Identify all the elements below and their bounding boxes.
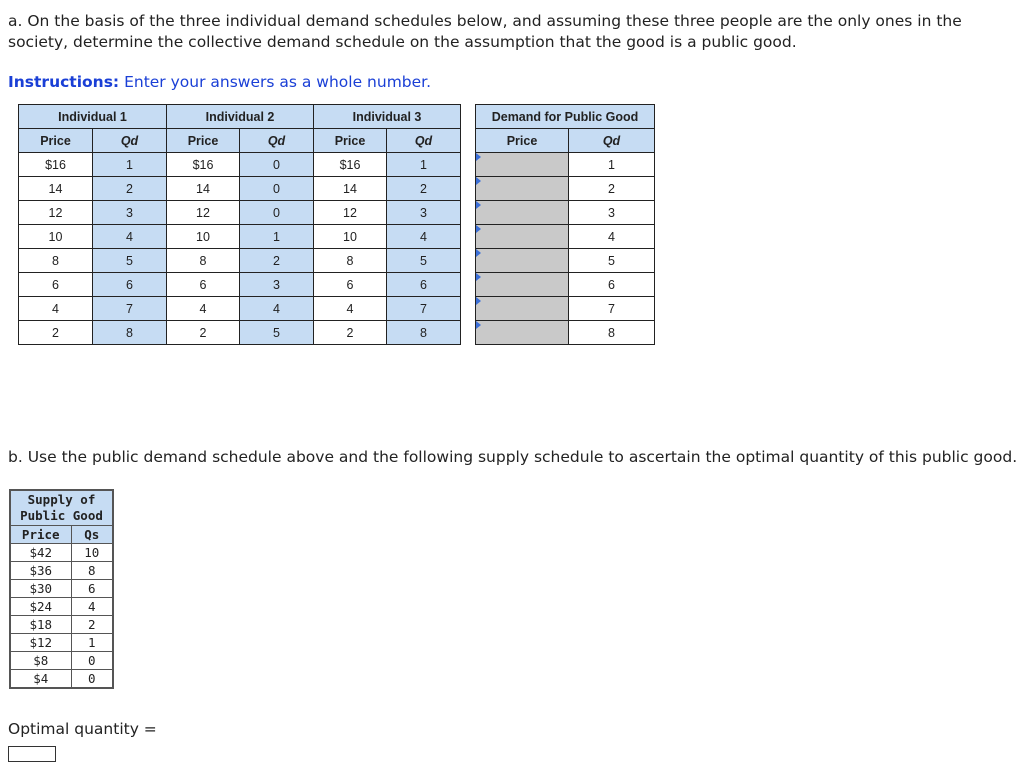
price-cell: 8 [19, 249, 93, 273]
table-row [167, 177, 314, 201]
price-cell: $8 [10, 652, 71, 670]
table-title: Demand for Public Good [476, 105, 655, 129]
qd-cell: 6 [387, 273, 461, 297]
qd-header: Qd [569, 129, 655, 153]
qd-cell: 7 [387, 297, 461, 321]
table-row [19, 153, 167, 177]
individual-1-table [18, 104, 167, 345]
price-cell: 14 [167, 177, 240, 201]
table-title: Individual 3 [314, 105, 461, 129]
price-header: Price [167, 129, 240, 153]
price-cell: 2 [167, 321, 240, 345]
price-cell: $4 [10, 670, 71, 689]
table-row [19, 273, 167, 297]
price-cell: 10 [167, 225, 240, 249]
qs-cell: 0 [71, 670, 113, 689]
input-marker-icon [476, 321, 481, 329]
table-row [19, 321, 167, 345]
price-cell: 8 [167, 249, 240, 273]
input-marker-icon [476, 297, 481, 305]
public-demand-table [475, 104, 655, 345]
qd-cell: 7 [93, 297, 167, 321]
table-row [167, 153, 314, 177]
price-input[interactable] [476, 201, 569, 225]
individual-3-table [313, 104, 461, 345]
price-cell: 2 [314, 321, 387, 345]
optimal-quantity-label: Optimal quantity = [8, 720, 157, 738]
price-cell: 6 [167, 273, 240, 297]
qd-cell: 0 [240, 201, 314, 225]
price-cell: 4 [19, 297, 93, 321]
price-cell: 14 [314, 177, 387, 201]
qd-header: Qd [93, 129, 167, 153]
price-cell: 8 [314, 249, 387, 273]
qd-cell: 4 [387, 225, 461, 249]
instructions-label: Instructions: [8, 73, 120, 91]
price-cell: $16 [167, 153, 240, 177]
price-cell: $30 [10, 580, 71, 598]
qd-cell: 5 [569, 249, 655, 273]
price-cell: $16 [314, 153, 387, 177]
input-marker-icon [476, 225, 481, 233]
table-row [314, 249, 461, 273]
price-cell: 10 [314, 225, 387, 249]
qs-cell: 8 [71, 562, 113, 580]
input-marker-icon [476, 273, 481, 281]
table-row [476, 177, 655, 201]
supply-table [9, 489, 114, 689]
qd-cell: 0 [240, 177, 314, 201]
supply-title-line2: Public Good [20, 508, 103, 523]
qd-cell: 1 [240, 225, 314, 249]
qs-cell: 6 [71, 580, 113, 598]
qd-cell: 2 [240, 249, 314, 273]
price-cell: $42 [10, 544, 71, 562]
table-row [476, 321, 655, 345]
qd-cell: 8 [569, 321, 655, 345]
qd-cell: 3 [387, 201, 461, 225]
table-row [476, 225, 655, 249]
table-row [476, 273, 655, 297]
table-row [314, 273, 461, 297]
table-row [167, 321, 314, 345]
table-row [476, 201, 655, 225]
input-marker-icon [476, 177, 481, 185]
price-cell: 2 [19, 321, 93, 345]
table-row [314, 201, 461, 225]
qd-cell: 8 [93, 321, 167, 345]
table-row [19, 249, 167, 273]
price-cell: 14 [19, 177, 93, 201]
qd-cell: 2 [387, 177, 461, 201]
input-marker-icon [476, 249, 481, 257]
table-row [10, 670, 113, 689]
table-title: Individual 1 [19, 105, 167, 129]
qd-cell: 0 [240, 153, 314, 177]
table-row [10, 634, 113, 652]
qd-cell: 6 [569, 273, 655, 297]
table-row [476, 249, 655, 273]
price-input[interactable] [476, 153, 569, 177]
optimal-quantity-input[interactable] [8, 746, 56, 762]
instructions-text: Enter your answers as a whole number. [124, 73, 432, 91]
table-row [314, 153, 461, 177]
table-row [167, 297, 314, 321]
input-marker-icon [476, 153, 481, 161]
price-input[interactable] [476, 321, 569, 345]
qd-header: Qd [387, 129, 461, 153]
qs-cell: 0 [71, 652, 113, 670]
price-cell: 12 [314, 201, 387, 225]
qd-cell: 7 [569, 297, 655, 321]
price-cell: 12 [167, 201, 240, 225]
table-row [167, 201, 314, 225]
price-header: Price [476, 129, 569, 153]
supply-title-line1: Supply of [27, 492, 96, 507]
price-cell: $16 [19, 153, 93, 177]
price-cell: 6 [314, 273, 387, 297]
qd-header: Qd [240, 129, 314, 153]
qd-cell: 5 [240, 321, 314, 345]
table-row [19, 225, 167, 249]
table-row [10, 562, 113, 580]
qs-cell: 4 [71, 598, 113, 616]
qd-cell: 3 [240, 273, 314, 297]
table-title: Individual 2 [167, 105, 314, 129]
table-row [10, 544, 113, 562]
price-header: Price [10, 526, 71, 544]
table-row [19, 177, 167, 201]
price-cell: $24 [10, 598, 71, 616]
qd-cell: 3 [569, 201, 655, 225]
price-cell: 6 [19, 273, 93, 297]
qs-cell: 1 [71, 634, 113, 652]
price-input[interactable] [476, 297, 569, 321]
price-cell: 12 [19, 201, 93, 225]
price-cell: $18 [10, 616, 71, 634]
price-cell: $12 [10, 634, 71, 652]
qd-cell: 4 [569, 225, 655, 249]
table-row [19, 297, 167, 321]
instructions [8, 73, 431, 91]
table-row [314, 177, 461, 201]
qs-cell: 2 [71, 616, 113, 634]
qs-header: Qs [71, 526, 113, 544]
input-marker-icon [476, 201, 481, 209]
price-header: Price [314, 129, 387, 153]
table-row [476, 153, 655, 177]
table-row [10, 616, 113, 634]
table-row [314, 225, 461, 249]
table-row [10, 598, 113, 616]
table-row [19, 201, 167, 225]
qd-cell: 2 [569, 177, 655, 201]
price-header: Price [19, 129, 93, 153]
qd-cell: 8 [387, 321, 461, 345]
question-a-text: a. On the basis of the three individual demand schedules below, and assuming these three people are the only ones in the society, determine the collective demand schedule on the assumption that the good is a public good. [8, 12, 962, 51]
price-input[interactable] [476, 177, 569, 201]
price-cell: 4 [314, 297, 387, 321]
price-input[interactable] [476, 273, 569, 297]
table-row [10, 580, 113, 598]
qd-cell: 1 [569, 153, 655, 177]
table-row [314, 321, 461, 345]
price-cell: 4 [167, 297, 240, 321]
qd-cell: 1 [93, 153, 167, 177]
individual-2-table [166, 104, 314, 345]
price-input[interactable] [476, 225, 569, 249]
price-cell: $36 [10, 562, 71, 580]
qs-cell: 10 [71, 544, 113, 562]
qd-cell: 6 [93, 273, 167, 297]
price-input[interactable] [476, 249, 569, 273]
qd-cell: 2 [93, 177, 167, 201]
price-cell: 10 [19, 225, 93, 249]
qd-cell: 5 [93, 249, 167, 273]
qd-cell: 4 [240, 297, 314, 321]
supply-table-title [10, 490, 113, 526]
qd-cell: 4 [93, 225, 167, 249]
table-row [476, 297, 655, 321]
qd-cell: 1 [387, 153, 461, 177]
qd-cell: 5 [387, 249, 461, 273]
table-row [167, 249, 314, 273]
table-row [167, 273, 314, 297]
question-b-text: b. Use the public demand schedule above and the following supply schedule to ascertain the optimal quantity of this public good. [8, 448, 1018, 466]
qd-cell: 3 [93, 201, 167, 225]
table-row [314, 297, 461, 321]
table-row [167, 225, 314, 249]
table-row [10, 652, 113, 670]
